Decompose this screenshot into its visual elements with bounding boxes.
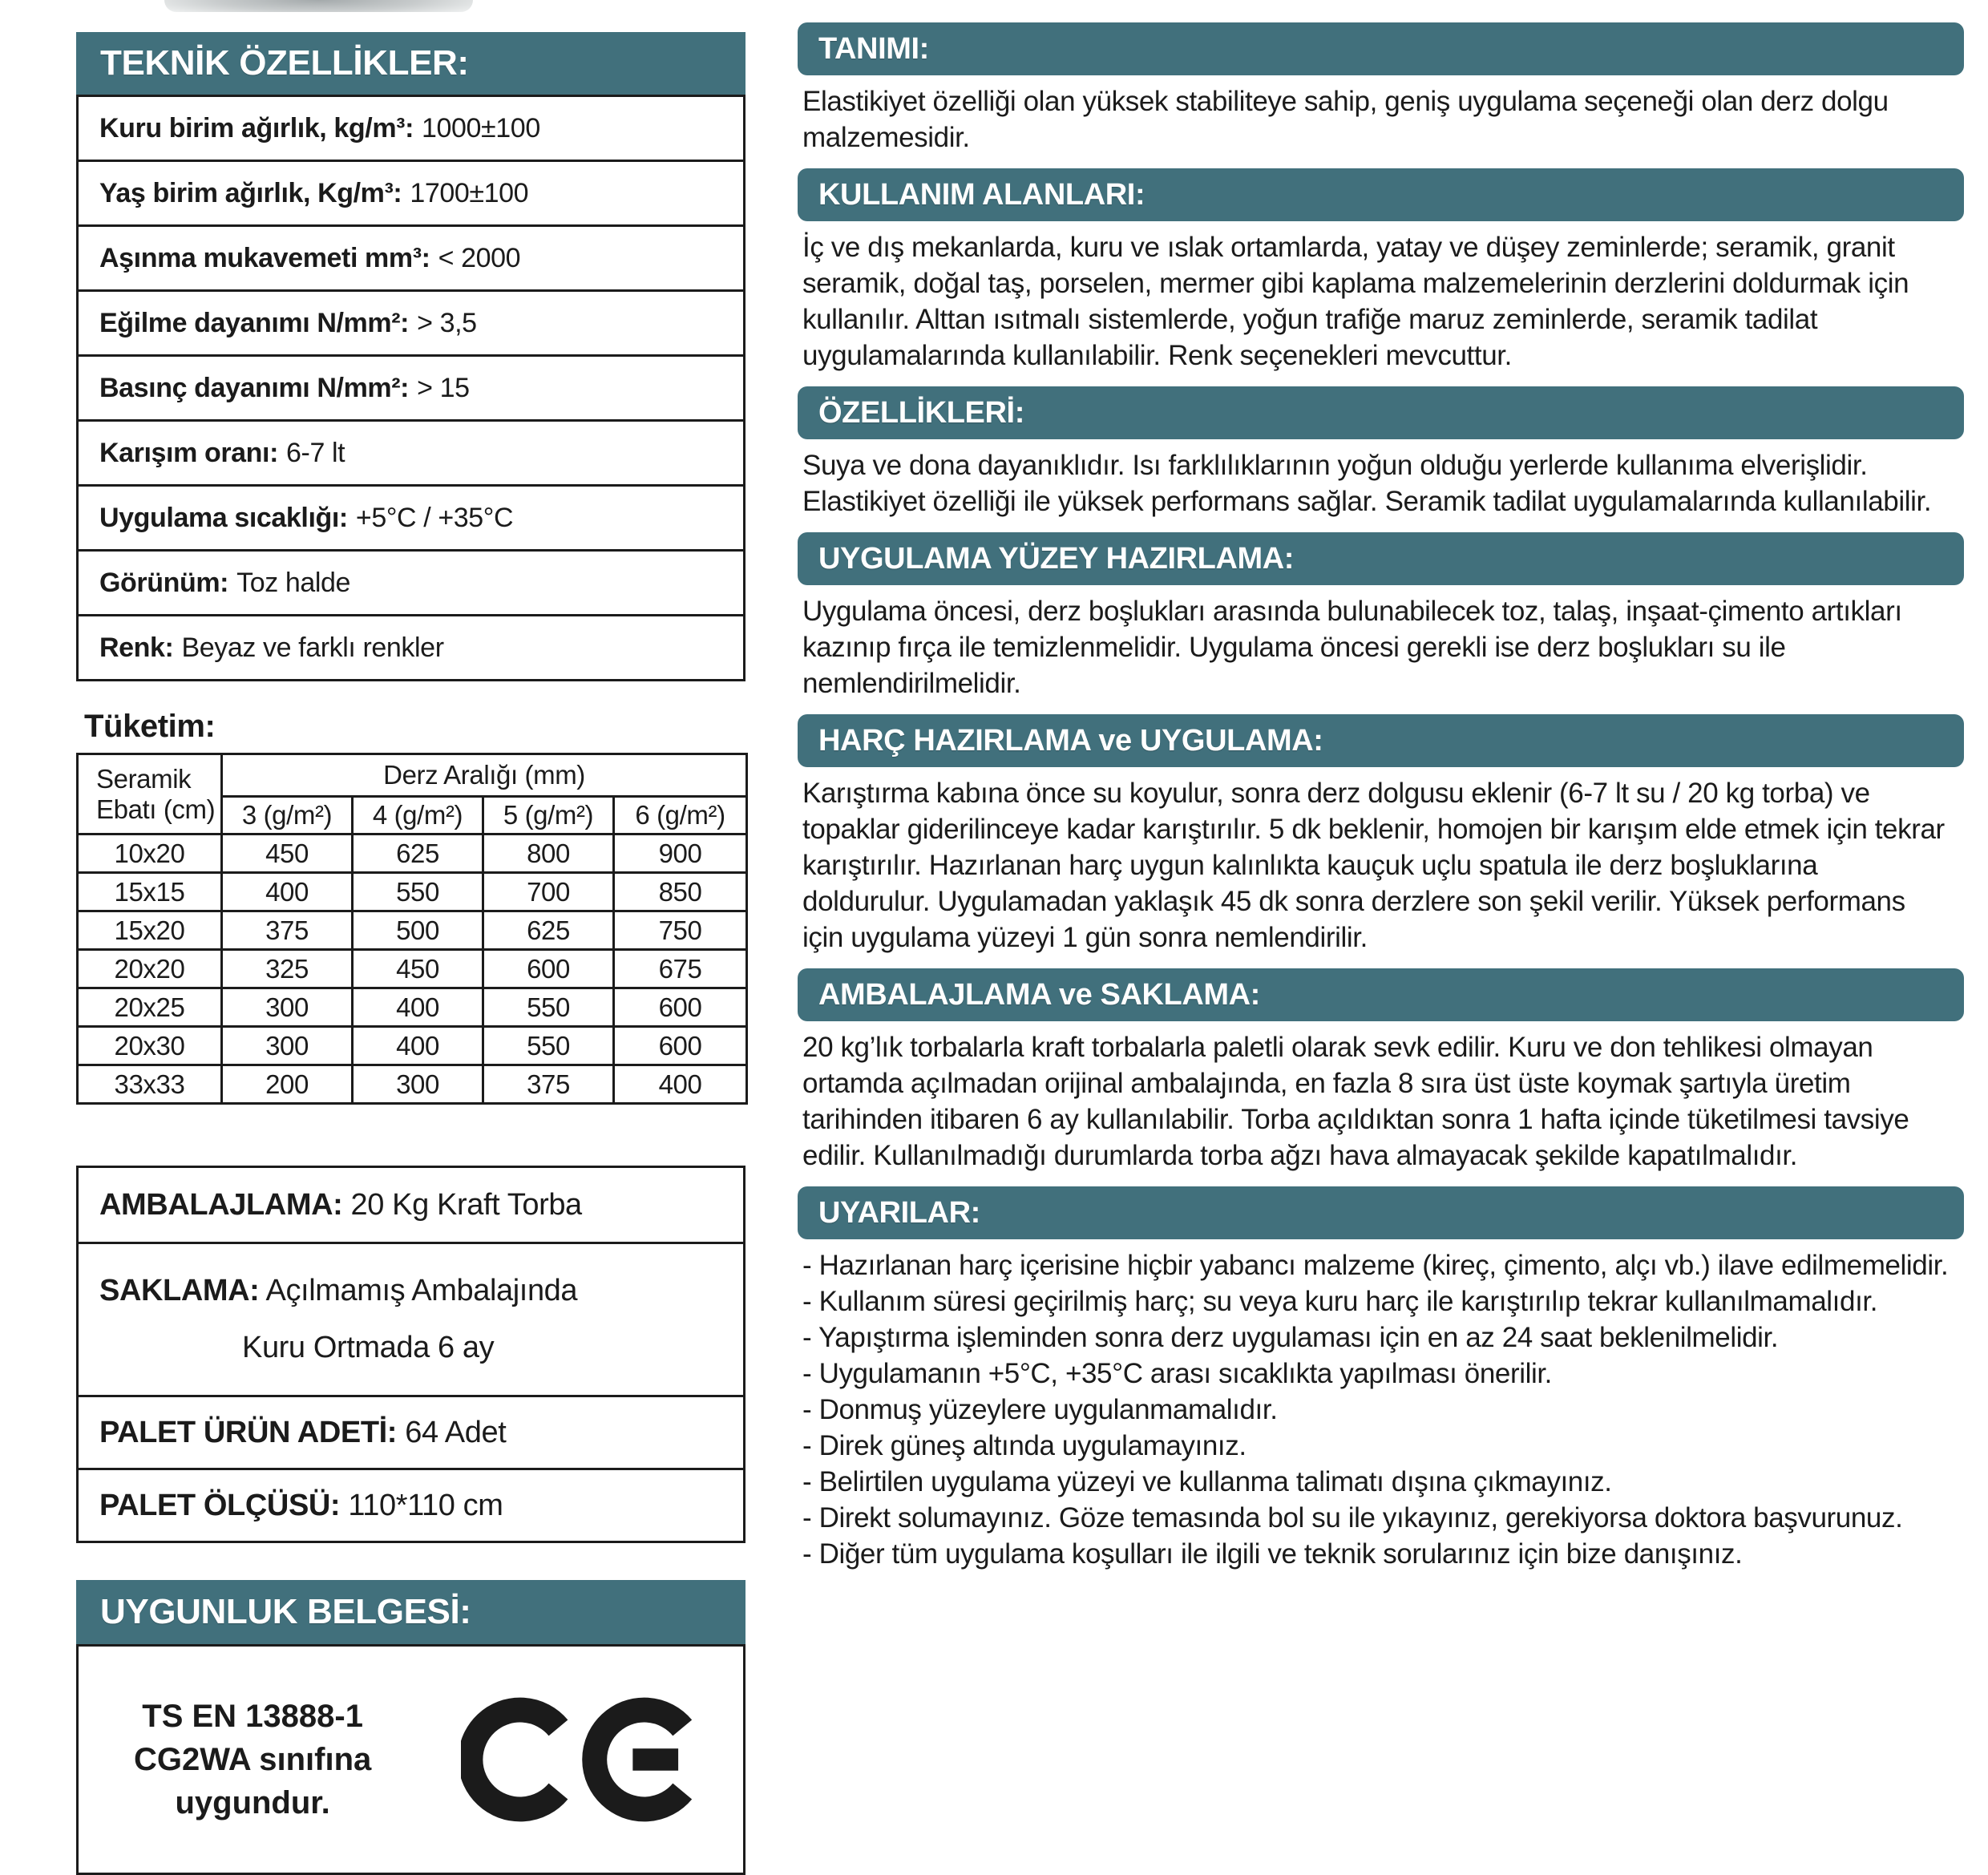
conformity-line1: TS EN 13888-1 [142,1699,363,1734]
section-header-ozellikleri: ÖZELLİKLERİ: [798,386,1964,439]
cell-size: 15x15 [78,873,222,911]
spec-row [79,357,743,422]
spec-row [79,292,743,357]
list-item: - Uygulamanın +5°C, +35°C arası sıcaklıkta yapılması önerilir. [802,1358,1552,1389]
spec-label: Basınç dayanımı N/mm²: [99,372,410,403]
ce-mark-icon [461,1691,709,1829]
cell-v5: 800 [483,834,614,873]
spec-label: Kuru birim ağırlık, kg/m³: [99,112,414,143]
consumption-title: Tüketim: [84,709,216,744]
packaging-value: 20 Kg Kraft Torba [350,1187,582,1222]
col-header-size-line1: Seramik [96,763,192,794]
cell-size: 20x25 [78,988,222,1027]
col-header-size [78,754,222,834]
packaging-label: SAKLAMA: [99,1274,260,1307]
packaging-row [79,1168,743,1244]
col-header-3: 3 (g/m²) [222,797,353,834]
spec-label: Eğilme dayanımı N/mm²: [99,307,410,338]
spec-value: Toz halde [236,567,351,598]
conformity-line3: uygundur. [175,1785,330,1820]
table-row [78,988,747,1027]
cell-v6: 600 [614,988,747,1027]
cell-v6: 400 [614,1065,747,1104]
cell-v3: 200 [222,1065,353,1104]
list-item: - Direkt solumayınız. Göze temasında bol su ile yıkayınız, gerekiyorsa doktora başvurunuz. [802,1502,1903,1534]
table-row [78,911,747,950]
section-header-harc-hazirlama: HARÇ HAZIRLAMA ve UYGULAMA: [798,714,1964,767]
cell-size: 33x33 [78,1065,222,1104]
section-header-kullanim-alanlari: KULLANIM ALANLARI: [798,168,1964,221]
section-body-harc-hazirlama: Karıştırma kabına önce su koyulur, sonra derz dolgusu eklenir (6-7 lt su / 20 kg torba) ve topaklar giderilinceye kadar karıştırılır. 5 dk beklenir, homojen bir karışım elde etmek için tekrar karıştırılır. Hazırlanan harç uygun kalınlıkta kauçuk uçlu spatula ile derz boşluklarına doldurulur. Uygulamadan yaklaşık 45 dk sonra derzlere son şekil verilir. Yüksek performans için uygulama yüzeyi 1 gün sonra nemlendirilir. [802,778,1945,953]
section-header-tanimi: TANIMI: [798,22,1964,75]
list-item: - Direk güneş altında uygulamayınız. [802,1430,1247,1461]
cell-v5: 700 [483,873,614,911]
conformity-text [79,1695,426,1824]
list-item: - Belirtilen uygulama yüzeyi ve kullanma talimatı dışına çıkmayınız. [802,1466,1612,1497]
cell-v3: 325 [222,950,353,988]
cell-v5: 625 [483,911,614,950]
left-column [76,32,746,1875]
spec-value: > 15 [417,372,470,403]
packaging-value: 110*110 cm [348,1488,503,1522]
cell-v5: 550 [483,1027,614,1065]
warnings-list [802,1247,1964,1572]
consumption-table [76,753,748,1105]
section-body-tanimi: Elastikiyet özelliği olan yüksek stabiliteye sahip, geniş uygulama seçeneği olan derz dolgu malzemesidir. [802,86,1889,153]
cell-v6: 600 [614,1027,747,1065]
table-row [78,1027,747,1065]
list-item: - Kullanım süresi geçirilmiş harç; su veya kuru harç ile karıştırılıp tekrar kullanılmamalıdır. [802,1286,1878,1317]
cropped-image-remnant [164,0,473,12]
cell-v3: 400 [222,873,353,911]
cell-v5: 600 [483,950,614,988]
packaging-label: PALET ÜRÜN ADETİ: [99,1415,398,1449]
spec-value: > 3,5 [417,307,477,338]
packaging-value-extra: Kuru Ortmada 6 ay [242,1331,495,1364]
cell-size: 15x20 [78,911,222,950]
spec-label: Uygulama sıcaklığı: [99,502,348,533]
cell-size: 20x30 [78,1027,222,1065]
cell-size: 20x20 [78,950,222,988]
cell-v6: 675 [614,950,747,988]
packaging-row [79,1470,743,1541]
spec-label: Görünüm: [99,567,229,598]
section-body-uygulama-yuzey-hazirlama: Uygulama öncesi, derz boşlukları arasında bulunabilecek toz, talaş, inşaat-çimento artıkları kazınıp fırça ile temizlenmelidir. Uygulama öncesi gerekli ise derz boşlukları su ile nemlendirilmelidir. [802,596,1902,699]
section-header-ambalajlama-saklama: AMBALAJLAMA ve SAKLAMA: [798,968,1964,1021]
spec-row [79,487,743,552]
packaging-table [76,1166,746,1543]
conformity-box [76,1644,746,1875]
cell-v4: 500 [353,911,483,950]
spec-value: 1700±100 [410,177,529,208]
cell-v3: 300 [222,988,353,1027]
cell-v4: 400 [353,1027,483,1065]
cell-v4: 400 [353,988,483,1027]
ce-mark-container [426,1691,743,1829]
spec-label: Renk: [99,632,174,663]
cell-v4: 300 [353,1065,483,1104]
cell-v5: 550 [483,988,614,1027]
cell-v4: 450 [353,950,483,988]
conformity-line2: CG2WA sınıfına [133,1742,372,1777]
spec-row [79,227,743,292]
spec-value: 1000±100 [422,112,540,143]
col-header-4: 4 (g/m²) [353,797,483,834]
cell-v3: 375 [222,911,353,950]
spec-label: Karışım oranı: [99,437,279,468]
right-column [798,22,1964,1572]
tech-specs-header: TEKNİK ÖZELLİKLER: [76,32,746,95]
table-row [78,1065,747,1104]
spec-row [79,162,743,227]
cell-v3: 450 [222,834,353,873]
table-row [78,950,747,988]
packaging-label: AMBALAJLAMA: [99,1187,343,1222]
spec-row [79,616,743,679]
table-row [78,873,747,911]
spec-value: +5°C / +35°C [355,502,514,533]
cell-v5: 375 [483,1065,614,1104]
spec-value: 6-7 lt [286,437,345,468]
cell-size: 10x20 [78,834,222,873]
table-row [78,834,747,873]
list-item: - Hazırlanan harç içerisine hiçbir yabancı malzeme (kireç, çimento, alçı vb.) ilave edilmemelidir. [802,1250,1949,1281]
spec-row [79,422,743,487]
section-body-kullanim-alanlari: İç ve dış mekanlarda, kuru ve ıslak ortamlarda, yatay ve düşey zeminlerde; seramik, granit seramik, doğal taş, porselen, mermer gibi kaplama malzemelerinin derzlerini doldurmak için kullanılır. Alttan ısıtmalı sistemlerde, yoğun trafiğe maruz zeminlerde, seramik tadilat uygulamalarında kullanılabilir. Renk seçenekleri mevcuttur. [802,232,1909,371]
cell-v6: 900 [614,834,747,873]
cell-v4: 625 [353,834,483,873]
col-header-5: 5 (g/m²) [483,797,614,834]
col-header-size-line2: Ebatı (cm) [96,794,216,824]
col-header-6: 6 (g/m²) [614,797,747,834]
tech-specs-table [76,95,746,681]
conformity-header: UYGUNLUK BELGESİ: [76,1580,746,1644]
spec-row [79,552,743,616]
section-body-ambalajlama-saklama: 20 kg’lık torbalarla kraft torbalarla paletli olarak sevk edilir. Kuru ve don tehlikesi olmayan ortamda açılmadan orijinal ambalajında, en fazla 8 sıra üst üste koymak şartıyla üretim tarihinden itibaren 6 ay kullanılabilir. Torba açıldıktan sonra 1 hafta içinde tüketilmesi tavsiye edilir. Kullanılmadığı durumlarda torba ağzı hava almayacak şekilde kapatılmalıdır. [802,1032,1909,1171]
list-item: - Yapıştırma işleminden sonra derz uygulaması için en az 24 saat beklenilmelidir. [802,1322,1779,1353]
cell-v3: 300 [222,1027,353,1065]
section-header-uyarilar: UYARILAR: [798,1186,1964,1239]
section-body-ozellikleri: Suya ve dona dayanıklıdır. Isı farklılıklarının yoğun olduğu yerlerde kullanıma elverişlidir. Elastikiyet özelliği ile yüksek performans sağlar. Seramik tadilat uygulamalarında kullanılabilir. [802,450,1932,517]
packaging-value: Açılmamış Ambalajında [265,1274,578,1307]
col-header-joint-width: Derz Aralığı (mm) [222,754,747,797]
spec-row [79,97,743,162]
spec-value: Beyaz ve farklı renkler [181,632,444,663]
packaging-row [79,1397,743,1470]
spec-label: Aşınma mukavemeti mm³: [99,242,430,273]
spec-value: < 2000 [438,242,521,273]
list-item: - Donmuş yüzeylere uygulanmamalıdır. [802,1394,1278,1425]
cell-v4: 550 [353,873,483,911]
spec-label: Yaş birim ağırlık, Kg/m³: [99,177,402,208]
cell-v6: 850 [614,873,747,911]
packaging-row [79,1244,743,1397]
consumption-header-row [78,754,747,797]
packaging-label: PALET ÖLÇÜSÜ: [99,1488,341,1522]
cell-v6: 750 [614,911,747,950]
section-header-uygulama-yuzey-hazirlama: UYGULAMA YÜZEY HAZIRLAMA: [798,532,1964,585]
packaging-value: 64 Adet [405,1415,507,1449]
list-item: - Diğer tüm uygulama koşulları ile ilgili ve teknik sorularınız için bize danışınız. [802,1538,1743,1570]
